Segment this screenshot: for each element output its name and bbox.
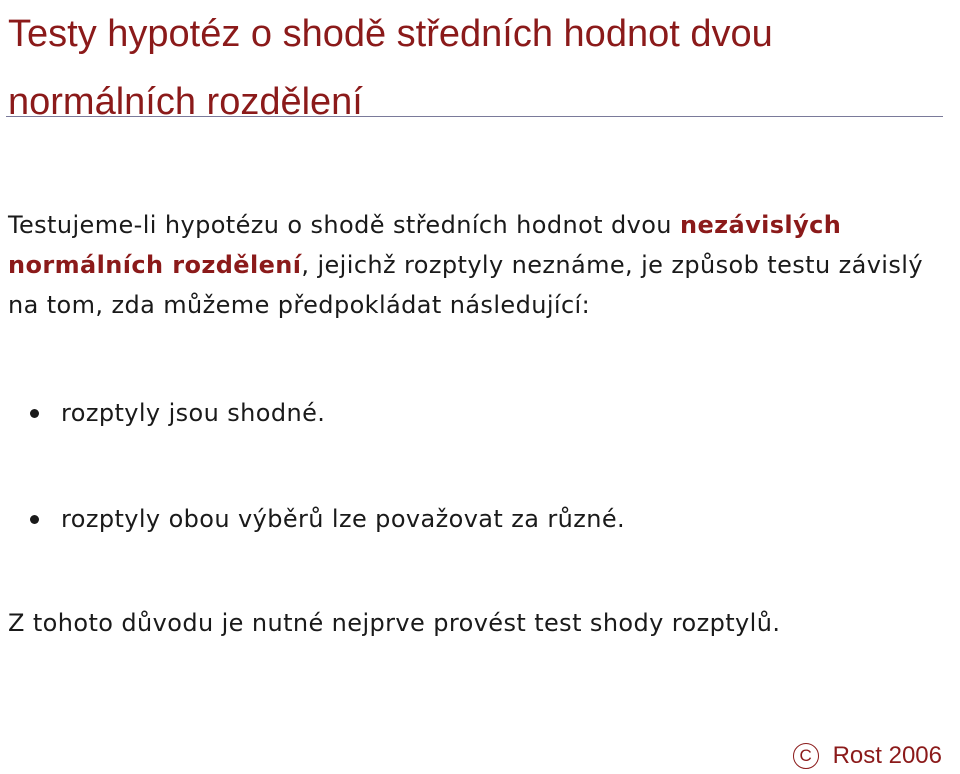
bullet-dot-icon	[30, 409, 39, 418]
intro-paragraph	[8, 205, 958, 325]
bullet-text: rozptyly jsou shodné.	[61, 399, 326, 427]
intro-text-start: Testujeme-li hypotézu o shodě středních hodnot dvou	[8, 211, 680, 239]
footer-author-year: Rost 2006	[832, 742, 942, 769]
conclusion-text: Z tohoto důvodu je nutné nejprve provést test shody rozptylů.	[8, 609, 781, 637]
bullet-item-equal-variances	[30, 393, 325, 433]
slide-title: Testy hypotéz o shodě středních hodnot dvou normálních rozdělení	[8, 13, 773, 123]
bullet-item-different-variances	[30, 499, 625, 539]
intro-text-end: , jejichž rozptyly neznáme, je způsob testu závislý na tom, zda můžeme předpokládat následující:	[8, 251, 923, 319]
bullet-dot-icon	[30, 515, 39, 524]
bullet-text: rozptyly obou výběrů lze považovat za různé.	[61, 505, 626, 533]
intro-emphasis: nezávislých normálních rozdělení	[8, 211, 842, 279]
title-divider	[6, 116, 943, 117]
copyright-footer	[793, 738, 942, 774]
copyright-icon: C	[793, 743, 819, 769]
